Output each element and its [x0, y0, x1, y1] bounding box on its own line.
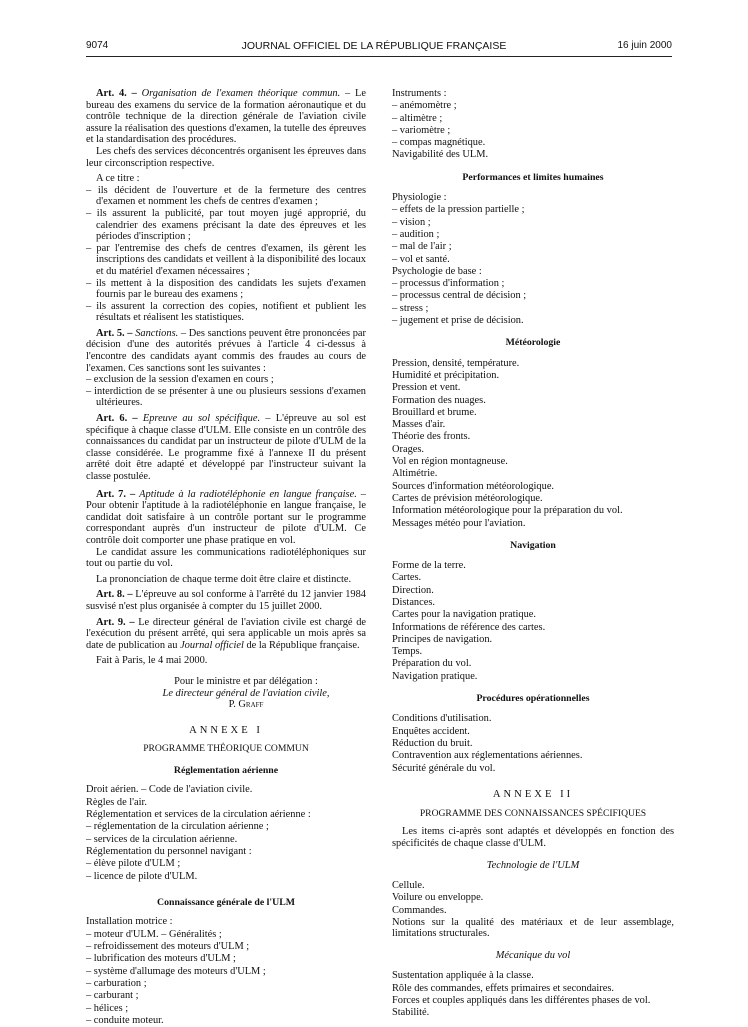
section-heading: Procédures opérationnelles — [476, 693, 590, 705]
list-item: – licence de pilote d'ULM. — [86, 870, 198, 882]
journal-name: Journal officiel — [180, 639, 244, 651]
list-item: Installation motrice : — [86, 916, 173, 928]
section-list — [86, 916, 366, 1027]
annex-2-intro: Les items ci-après sont adaptés et développés en fonction des spécificités de chaque classe d'ULM. — [392, 826, 674, 850]
article-label: Art. 4. – — [96, 88, 137, 99]
list-item: – stress ; — [392, 302, 429, 314]
signature-role: Le directeur général de l'aviation civile, — [162, 687, 330, 699]
list-item: Navigabilité des ULM. — [392, 149, 489, 161]
list-item: Physiologie : — [392, 192, 447, 204]
list-item: Information météorologique pour la préparation du vol. — [392, 505, 623, 517]
done-at: Fait à Paris, le 4 mai 2000. — [96, 655, 208, 667]
list-item: – conduite moteur. — [86, 1014, 164, 1026]
paragraph: A ce titre : — [96, 173, 140, 185]
list-item: Voilure ou enveloppe. — [392, 892, 484, 904]
list-item: – carburant ; — [86, 990, 139, 1002]
list-item: Réglementation du personnel navigant : — [86, 845, 252, 857]
list-item: Enquêtes accident. — [392, 725, 470, 737]
list-item: – moteur d'ULM. – Généralités ; — [86, 928, 222, 940]
list-item: Distances. — [392, 596, 435, 608]
article-label: Art. 6. – — [96, 413, 138, 425]
list-item: Forme de la terre. — [392, 560, 466, 572]
section-heading: Navigation — [510, 539, 556, 551]
list-item: Orages. — [392, 443, 425, 455]
list-item: Pression et vent. — [392, 382, 461, 394]
list-item: – variomètre ; — [392, 124, 451, 136]
article-title: Organisation de l'examen théorique commun. — [141, 88, 341, 99]
list-item: – réglementation de la circulation aérienne ; — [86, 821, 269, 833]
annex-1-title: ANNEXE I — [189, 724, 263, 736]
list-item: – altimètre ; — [392, 112, 443, 124]
article-5 — [86, 328, 366, 374]
list-item: Contravention aux réglementations aériennes. — [392, 750, 583, 762]
article-7 — [86, 489, 366, 547]
list-item: Messages météo pour l'aviation. — [392, 517, 526, 529]
paragraph: Les chefs des services déconcentrés organisent les épreuves dans leur circonscription respective. — [86, 145, 366, 169]
article-8 — [86, 589, 366, 612]
article-title: Sanctions. — [135, 327, 179, 339]
list-item: – services de la circulation aérienne. — [86, 833, 238, 845]
list-item: – vol et santé. — [392, 253, 450, 265]
list-item: Commandes. — [392, 904, 447, 916]
list-item: Réglementation et services de la circulation aérienne : — [86, 809, 311, 821]
article-title: Epreuve au sol spécifique. — [142, 413, 261, 425]
list-item: Brouillard et brume. — [392, 406, 477, 418]
article-text: – Des sanctions peuvent être prononcées par décision d'une des autorités prévues à l'article 4 ci-dessus à l'encontre des candidats ayant commis des fraudes au cours de l'examen. Ces sanctions sont les suivantes : — [86, 327, 366, 374]
list-item: Direction. — [392, 584, 434, 596]
section-heading: Connaissance générale de l'ULM — [157, 896, 295, 908]
list-item: – interdiction de se présenter à une ou plusieurs sessions d'examen ultérieures. — [86, 385, 366, 409]
list-item: Préparation du vol. — [392, 658, 472, 670]
page-header — [0, 0, 748, 60]
paragraph: Le candidat assure les communications radiotéléphoniques sur tout ou partie du vol. — [86, 546, 366, 570]
list-item: Sécurité générale du vol. — [392, 762, 496, 774]
list-item: Conditions d'utilisation. — [392, 713, 492, 725]
annex-1-subtitle: PROGRAMME THÉORIQUE COMMUN — [143, 743, 309, 755]
article-text: de la République française. — [243, 639, 360, 651]
article-text: L'épreuve au sol conforme à l'arrêté du 12 janvier 1984 susvisé n'est plus organisée à compter du 15 juillet 2000. — [86, 589, 366, 612]
list-item: Psychologie de base : — [392, 265, 482, 277]
list-item: Informations de référence des cartes. — [392, 621, 546, 633]
list-item: Cellule. — [392, 879, 425, 891]
list-item: Stabilité. — [392, 1007, 430, 1019]
header-rule — [86, 56, 672, 57]
list-item: Navigation pratique. — [392, 670, 478, 682]
signature-line: Pour le ministre et par délégation : — [174, 675, 318, 687]
list-item: Masses d'air. — [392, 419, 446, 431]
list-item: Sources d'information météorologique. — [392, 480, 555, 492]
list-item: – système d'allumage des moteurs d'ULM ; — [86, 965, 266, 977]
article-text: – Le bureau des examens du service de la formation aéronautique et du contrôle technique de la direction générale de l'aviation civile assure la réalisation des questions d'examen, la tutelle des épreuves et la standardisation des procédures. — [86, 88, 366, 146]
section-heading: Réglementation aérienne — [173, 764, 279, 776]
list-item: Cartes. — [392, 572, 422, 584]
list-item: Droit aérien. – Code de l'aviation civile. — [86, 784, 253, 796]
article-label: Art. 5. – — [96, 327, 133, 339]
list-item: Altimétrie. — [392, 468, 438, 480]
signature-name: P. Graff — [228, 699, 264, 711]
article-label: Art. 7. – — [96, 488, 136, 500]
section-list — [86, 784, 366, 882]
list-item: – processus d'information ; — [392, 278, 505, 290]
article-9 — [86, 617, 366, 652]
list-item: – ils assurent la publicité, par tout moyen jugé approprié, du calendrier des examens précisant la date des épreuves et les périodes d'inscription ; — [86, 207, 366, 243]
list-item: – vision ; — [392, 216, 431, 228]
list-item: – audition ; — [392, 228, 440, 240]
list-item: Cartes pour la navigation pratique. — [392, 609, 536, 621]
list-item: Formation des nuages. — [392, 394, 486, 406]
list-item: Humidité et précipitation. — [392, 369, 500, 381]
list-item: – carburation ; — [86, 977, 147, 989]
list-item: – anémomètre ; — [392, 100, 457, 112]
list-item: Vol en région montagneuse. — [392, 456, 508, 468]
annex-2-title: ANNEXE II — [492, 788, 574, 800]
section-heading: Technologie de l'ULM — [486, 859, 580, 871]
page-number: 9074 — [86, 40, 109, 51]
list-item: – élève pilote d'ULM ; — [86, 858, 181, 870]
list-item: – ils mettent à la disposition des candidats les sujets d'examen fournis par le bureau des examens ; — [86, 277, 366, 301]
article-label: Art. 8. – — [96, 589, 133, 601]
list-item: – compas magnétique. — [392, 137, 486, 149]
article-title: Aptitude à la radiotéléphonie en langue française. — [139, 488, 357, 500]
paragraph: La prononciation de chaque terme doit être claire et distincte. — [96, 573, 352, 585]
article-text: – L'épreuve au sol est spécifique à chaque classe d'ULM. Elle consiste en un contrôle des connaissances du candidat par un instructeur de pilote d'ULM de la classe considérée. Le programme fixé à l'annexe II du présent arrêté doit être adapté et développé par l'instructeur suivant la classe postulée. — [86, 413, 367, 482]
list-item: Principes de navigation. — [392, 633, 493, 645]
list-item: Sustentation appliquée à la classe. — [392, 970, 534, 982]
list-item: Temps. — [392, 646, 423, 658]
list-item: – processus central de décision ; — [392, 290, 527, 302]
article-text: Le directeur général de l'aviation civile est chargé de l'exécution du présent arrêté, qui sera applicable un mois après sa date de publication au — [86, 616, 367, 651]
annex-2-subtitle: PROGRAMME DES CONNAISSANCES SPÉCIFIQUES — [419, 808, 647, 820]
list-item: Règles de l'air. — [86, 796, 148, 808]
section-heading: Mécanique du vol — [495, 950, 571, 961]
left-column — [86, 88, 366, 1027]
list-item: – par l'entremise des chefs de centres d'examen, ils gèrent les inscriptions des candidats et veillent à la disponibilité des locaux et du matériel d'examen nécessaires ; — [86, 242, 366, 277]
list-item: Forces et couples appliqués dans les différentes phases de vol. — [392, 994, 651, 1006]
article-text: – Pour obtenir l'aptitude à la radiotéléphonie en langue française, le candidat doit satisfaire à un contrôle portant sur le programme correspondant auprès d'un instructeur de pilote d'ULM. Ce contrôle doit comporter une phase pratique en vol. — [86, 488, 367, 546]
list-item: Réduction du bruit. — [392, 737, 473, 749]
list-item: – exclusion de la session d'examen en cours ; — [86, 374, 274, 386]
list-item: – mal de l'air ; — [392, 241, 452, 253]
list-item: – refroidissement des moteurs d'ULM ; — [86, 941, 250, 953]
journal-title: JOURNAL OFFICIEL DE LA RÉPUBLIQUE FRANÇAISE — [241, 40, 507, 52]
section-heading: Météorologie — [505, 337, 561, 349]
list-item: – effets de la pression partielle ; — [392, 204, 525, 216]
article-4 — [86, 88, 366, 146]
list-item: Notions sur la qualité des matériaux et de leur assemblage, limitations structurales. — [392, 916, 674, 940]
list-item: – hélices ; — [86, 1002, 129, 1014]
list-item: Théorie des fronts. — [392, 431, 471, 443]
list-item: – ils décident de l'ouverture et de la fermeture des centres d'examen et nomment les chefs de centres d'examen ; — [86, 184, 366, 208]
article-label: Art. 9. – — [96, 616, 135, 628]
list-item: – lubrification des moteurs d'ULM ; — [86, 953, 236, 965]
issue-date: 16 juin 2000 — [617, 40, 672, 51]
list-item: Pression, densité, température. — [392, 357, 520, 369]
list-item: – jugement et prise de décision. — [392, 315, 524, 327]
list-item: Instruments : — [392, 88, 447, 99]
right-column — [392, 88, 674, 1019]
list-item: – ils assurent la correction des copies, notifient et publient les résultats et réalisent les statistiques. — [86, 300, 366, 324]
section-heading: Performances et limites humaines — [462, 171, 604, 183]
list-item: Cartes de prévision météorologique. — [392, 492, 543, 504]
list-item: Rôle des commandes, effets primaires et secondaires. — [392, 982, 614, 994]
article-6 — [86, 413, 366, 483]
